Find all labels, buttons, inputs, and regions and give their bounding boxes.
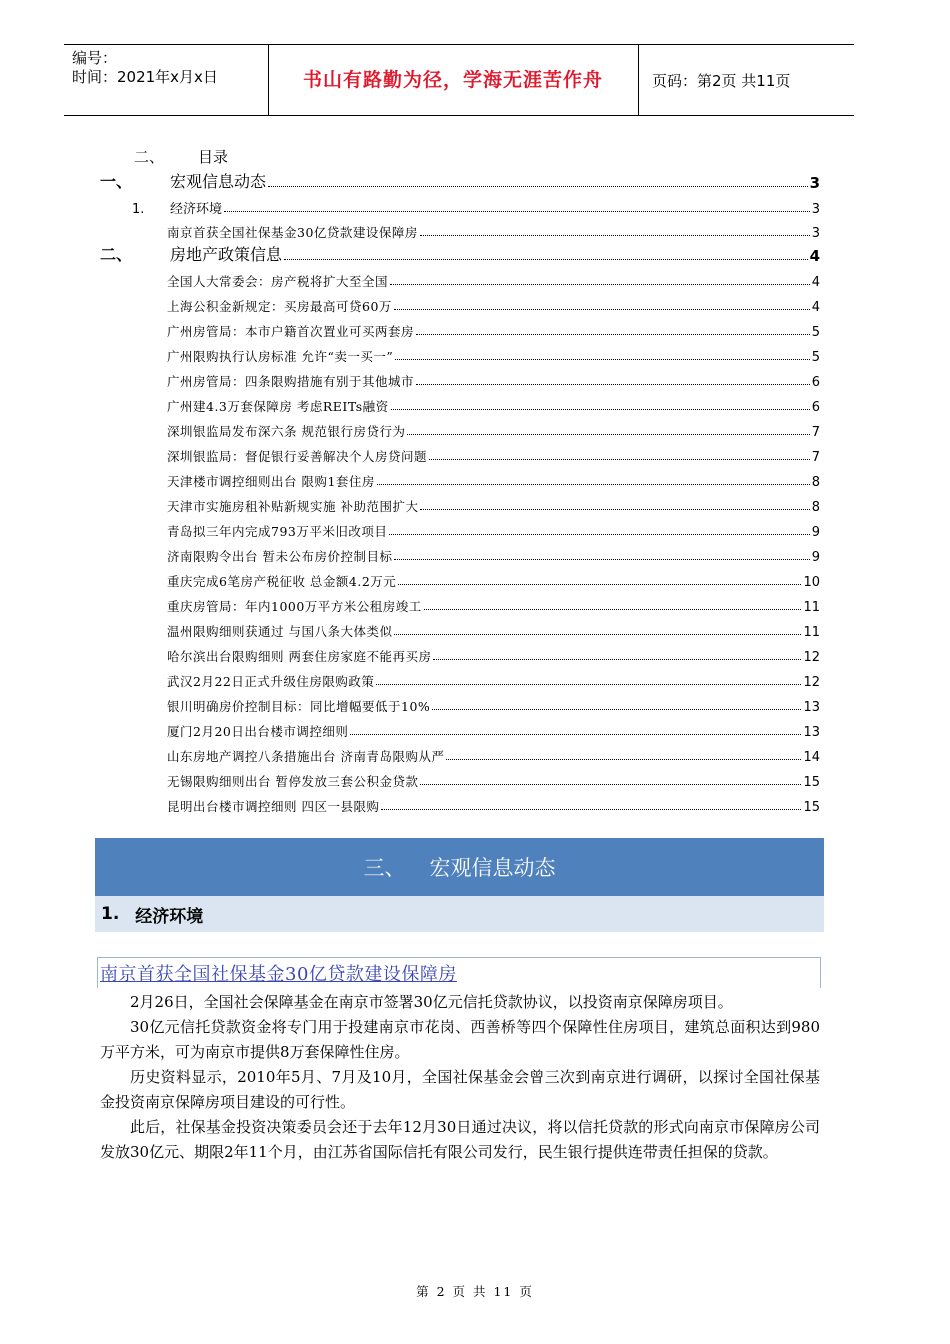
- toc-entry-text: 深圳银监局：督促银行妥善解决个人房贷问题: [167, 449, 428, 464]
- toc-entry[interactable]: [100, 170, 820, 192]
- section-heading: [95, 838, 824, 896]
- toc-leader: [416, 334, 810, 335]
- toc-entry-page: 7: [811, 425, 820, 440]
- toc-leader: [284, 259, 808, 260]
- toc-leader: [376, 684, 801, 685]
- toc-entry[interactable]: [167, 593, 820, 615]
- article-paragraph: 2月26日，全国社会保障基金在南京市签署30亿元信托贷款协议，以投资南京保障房项目。: [130, 993, 733, 1011]
- toc-entry-text: 厦门2月20日出台楼市调控细则: [167, 724, 349, 739]
- toc-entry-page: 10: [803, 575, 820, 590]
- toc-entry[interactable]: [167, 343, 820, 365]
- toc-entry-text: 全国人大常委会：房产税将扩大至全国: [167, 274, 389, 289]
- toc-entry-text: 无锡限购细则出台 暂停发放三套公积金贷款: [167, 774, 419, 789]
- toc-leader: [224, 211, 810, 212]
- section-number: 三、: [363, 856, 406, 880]
- toc-leader: [429, 459, 810, 460]
- toc-leader: [432, 709, 801, 710]
- subsection-heading: [95, 896, 824, 932]
- header-divider: [638, 45, 639, 115]
- toc-leader: [377, 484, 810, 485]
- toc-entry-page: 5: [811, 325, 820, 340]
- toc-entry-number: 二、: [100, 245, 133, 264]
- toc-entry-page: 15: [803, 800, 820, 815]
- toc-entry-page: 7: [811, 450, 820, 465]
- toc-entry-page: 11: [803, 600, 820, 615]
- toc-entry[interactable]: [167, 293, 820, 315]
- toc-entry[interactable]: [167, 718, 820, 740]
- toc-leader: [389, 534, 809, 535]
- toc-entry[interactable]: [100, 243, 820, 265]
- toc-entry[interactable]: [167, 743, 820, 765]
- toc-leader: [407, 434, 809, 435]
- toc-leader: [395, 359, 809, 360]
- toc-entry-page: 15: [803, 775, 820, 790]
- toc-leader: [424, 609, 802, 610]
- toc-entry[interactable]: [132, 195, 820, 217]
- toc-entry[interactable]: [167, 468, 820, 490]
- subsection-title: 经济环境: [135, 906, 204, 927]
- toc-entry-text: 哈尔滨出台限购细则 两套住房家庭不能再买房: [167, 649, 432, 664]
- toc-entry-text: 温州限购细则获通过 与国八条大体类似: [167, 624, 393, 639]
- toc-entry-page: 13: [803, 700, 820, 715]
- header-page-info: 页码：第2页 共11页: [652, 72, 791, 90]
- toc-entry-text: 广州限购执行认房标准 允许“卖一买一”: [167, 349, 394, 364]
- article-paragraph: 历史资料显示，2010年5月、7月及10月，全国社保基金会曾三次到南京进行调研，以探讨全国社保基金投资南京保障房项目建设的可行性。: [100, 1068, 820, 1111]
- toc-entry[interactable]: [167, 643, 820, 665]
- toc-entry-number: 一、: [100, 172, 133, 191]
- toc-entry-page: 3: [811, 226, 820, 241]
- toc-entry[interactable]: [167, 268, 820, 290]
- header-motto: 书山有路勤为径，学海无涯苦作舟: [302, 69, 603, 91]
- toc-leader: [394, 634, 801, 635]
- toc-entry-page: 12: [803, 675, 820, 690]
- toc-entry-text: 银川明确房价控制目标：同比增幅要低于10%: [167, 699, 431, 714]
- toc-entry-text: 经济环境: [170, 202, 223, 217]
- toc-entry-text: 广州房管局：四条限购措施有别于其他城市: [167, 374, 415, 389]
- toc-entry[interactable]: [167, 393, 820, 415]
- subsection-number: 1.: [101, 904, 120, 924]
- toc-entry-text: 深圳银监局发布深六条 规范银行房贷行为: [167, 424, 406, 439]
- toc-entry-page: 4: [809, 247, 820, 265]
- article-paragraph: 30亿元信托贷款资金将专门用于投建南京市花岗、西善桥等四个保障性住房项目，建筑总面积达到980万平方米，可为南京市提供8万套保障性住房。: [100, 1018, 820, 1061]
- toc-title-number: 二、: [134, 148, 165, 166]
- header-meta: [72, 49, 218, 87]
- toc-entry-text: 青岛拟三年内完成793万平米旧改项目: [167, 524, 388, 539]
- toc-leader: [394, 309, 810, 310]
- page-footer: 第 2 页 共 11 页: [416, 1284, 534, 1299]
- toc-entry-page: 5: [811, 350, 820, 365]
- toc-entry-text: 南京首获全国社保基金30亿贷款建设保障房: [167, 225, 418, 240]
- toc-leader: [268, 186, 808, 187]
- toc-leader: [394, 559, 809, 560]
- toc-leader: [446, 759, 801, 760]
- toc-entry-page: 4: [811, 300, 820, 315]
- toc-entry-page: 3: [809, 174, 820, 192]
- toc-entry[interactable]: [167, 668, 820, 690]
- toc-entry-text: 上海公积金新规定：买房最高可贷60万: [167, 299, 392, 314]
- toc-entry[interactable]: [167, 318, 820, 340]
- toc-entry[interactable]: [167, 493, 820, 515]
- toc-entry[interactable]: [167, 219, 820, 241]
- toc-entry-text: 昆明出台楼市调控细则 四区一县限购: [167, 799, 380, 814]
- toc-leader: [420, 235, 810, 236]
- toc-entry-text: 广州房管局：本市户籍首次置业可买两套房: [167, 324, 415, 339]
- toc-entry[interactable]: [167, 368, 820, 390]
- toc-entry-page: 9: [811, 525, 820, 540]
- toc-entry-page: 13: [803, 725, 820, 740]
- toc-title-text: 目录: [198, 148, 229, 166]
- toc-entry-page: 8: [811, 500, 820, 515]
- toc-entry-text: 山东房地产调控八条措施出台 济南青岛限购从严: [167, 749, 445, 764]
- toc-title: [134, 146, 228, 167]
- toc-entry[interactable]: [167, 443, 820, 465]
- toc-leader: [350, 734, 801, 735]
- toc-entry-text: 重庆完成6笔房产税征收 总金额4.2万元: [167, 574, 397, 589]
- toc-entry-page: 6: [811, 375, 820, 390]
- toc-entry-page: 6: [811, 400, 820, 415]
- toc-entry-text: 济南限购令出台 暂未公布房价控制目标: [167, 549, 393, 564]
- toc-entry[interactable]: [167, 568, 820, 590]
- header-time: 时间：2021年x月x日: [72, 68, 218, 86]
- toc-leader: [420, 784, 801, 785]
- toc-entry[interactable]: [167, 418, 820, 440]
- toc-leader: [391, 409, 810, 410]
- toc-leader: [420, 509, 809, 510]
- toc-entry-text: 房地产政策信息: [170, 245, 283, 264]
- article-title-link[interactable]: 南京首获全国社保基金30亿贷款建设保障房: [100, 964, 457, 985]
- toc-entry-number: 1.: [132, 202, 145, 217]
- toc-entry[interactable]: [167, 768, 820, 790]
- header-number: 编号：: [72, 49, 118, 67]
- page-header: [64, 44, 854, 116]
- section-title: 宏观信息动态: [429, 856, 556, 880]
- toc-entry-page: 9: [811, 550, 820, 565]
- toc-leader: [433, 659, 801, 660]
- toc-entry-text: 宏观信息动态: [170, 172, 267, 191]
- article-paragraph: 此后，社保基金投资决策委员会还于去年12月30日通过决议，将以信托贷款的形式向南京市保障房公司发放30亿元、期限2年11个月，由江苏省国际信托有限公司发行，民生银行提供连带责任担保的贷款。: [100, 1118, 820, 1161]
- toc-entry-page: 14: [803, 750, 820, 765]
- toc-entry-text: 重庆房管局：年内1000万平方米公租房竣工: [167, 599, 422, 614]
- toc-entry[interactable]: [167, 793, 820, 815]
- toc-leader: [390, 284, 810, 285]
- toc-entry[interactable]: [167, 618, 820, 640]
- toc-leader: [398, 584, 801, 585]
- toc-entry-page: 4: [811, 275, 820, 290]
- toc-entry-page: 11: [803, 625, 820, 640]
- toc-leader: [381, 809, 801, 810]
- toc-entry-text: 武汉2月22日正式升级住房限购政策: [167, 674, 375, 689]
- toc-entry-text: 广州建4.3万套保障房 考虑REITs融资: [167, 399, 389, 414]
- toc-leader: [416, 384, 810, 385]
- toc-entry[interactable]: [167, 543, 820, 565]
- toc-entry-page: 3: [811, 202, 820, 217]
- toc-entry-page: 12: [803, 650, 820, 665]
- toc-entry[interactable]: [167, 518, 820, 540]
- toc-entry-text: 天津楼市调控细则出台 限购1套住房: [167, 474, 375, 489]
- toc-entry-text: 天津市实施房租补贴新规实施 补助范围扩大: [167, 499, 419, 514]
- toc-entry[interactable]: [167, 693, 820, 715]
- toc-entry-page: 8: [811, 475, 820, 490]
